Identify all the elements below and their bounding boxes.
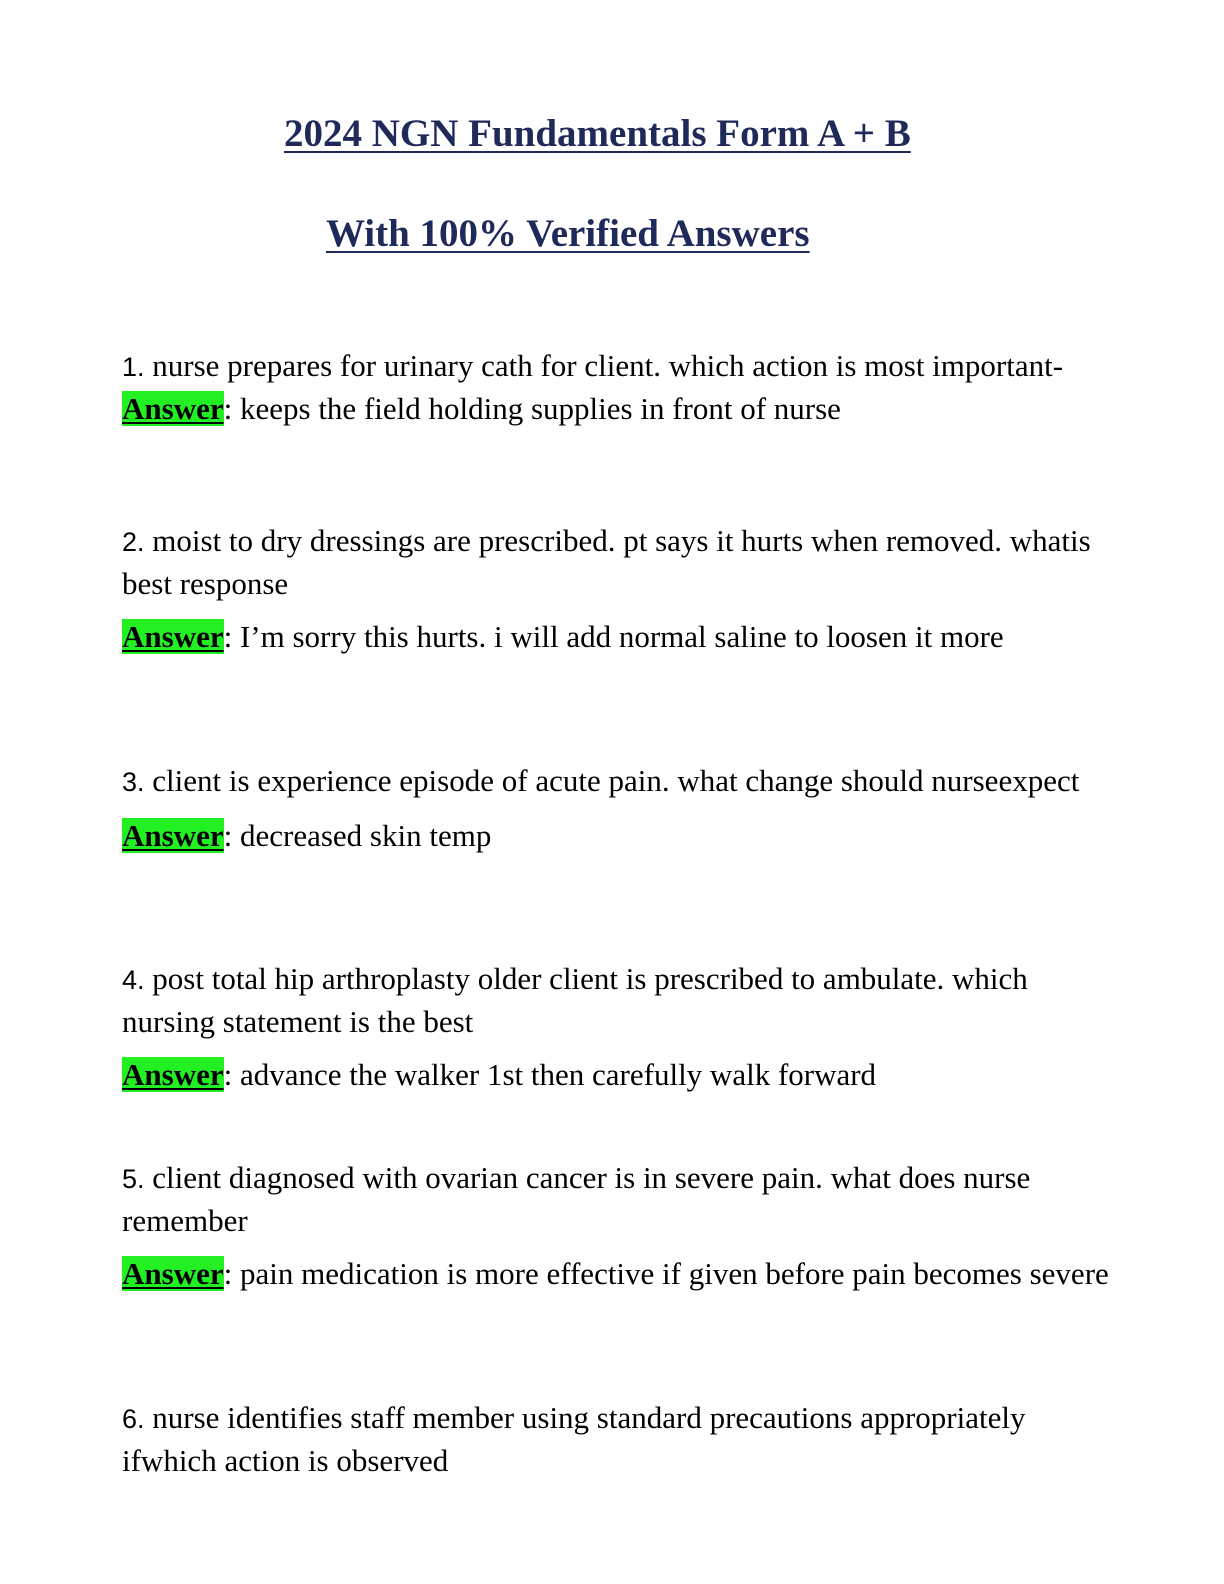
qa-item-5 — [122, 1157, 1122, 1294]
question — [122, 1157, 1122, 1241]
question-number: 5. — [122, 1164, 145, 1194]
question-text: client diagnosed with ovarian cancer is in severe pain. what does nurse remember — [122, 1160, 1031, 1238]
answer-label: Answer — [122, 391, 224, 426]
answer-text: keeps the field holding supplies in front of nurse — [239, 391, 841, 426]
answer-separator: : — [223, 1256, 233, 1291]
question-number: 4. — [122, 965, 145, 995]
question-text: client is experience episode of acute pain. what change should nurseexpect — [152, 763, 1080, 798]
question-text: nurse identifies staff member using standard precautions appropriately ifwhich action is observed — [122, 1400, 1026, 1478]
answer — [122, 1054, 1122, 1095]
answer — [122, 815, 1122, 856]
answer-text: I’m sorry this hurts. i will add normal saline to loosen it more — [239, 619, 1004, 654]
question-text: post total hip arthroplasty older client is prescribed to ambulate. which nursing statement is the best — [122, 961, 1028, 1039]
answer-label: Answer — [122, 1057, 224, 1092]
document-title: 2024 NGN Fundamentals Form A + B — [284, 112, 911, 155]
qa-item-1 — [122, 345, 1122, 429]
answer-label: Answer — [122, 818, 224, 853]
answer — [122, 1253, 1122, 1294]
question — [122, 760, 1122, 803]
document-subtitle: With 100% Verified Answers — [326, 212, 810, 255]
question-text: nurse prepares for urinary cath for client. which action is most important- — [152, 348, 1064, 383]
question-number: 6. — [122, 1404, 145, 1434]
qa-item-2 — [122, 520, 1122, 657]
answer-text: pain medication is more effective if given before pain becomes severe — [239, 1256, 1109, 1291]
qa-item-3 — [122, 760, 1122, 856]
question-text: moist to dry dressings are prescribed. pt says it hurts when removed. whatis best response — [122, 523, 1091, 601]
qa-item-4 — [122, 958, 1122, 1095]
answer-separator: : — [223, 619, 233, 654]
question — [122, 345, 1122, 388]
answer-separator: : — [223, 1057, 233, 1092]
question-number: 3. — [122, 767, 145, 797]
question — [122, 520, 1122, 604]
question — [122, 1397, 1122, 1481]
answer — [122, 388, 1122, 429]
answer-label: Answer — [122, 619, 224, 654]
answer-text: decreased skin temp — [239, 818, 492, 853]
answer-separator: : — [223, 818, 233, 853]
answer-separator: : — [223, 391, 233, 426]
question-number: 1. — [122, 352, 145, 382]
answer — [122, 616, 1122, 657]
answer-text: advance the walker 1st then carefully walk forward — [239, 1057, 877, 1092]
question-number: 2. — [122, 527, 145, 557]
question — [122, 958, 1122, 1042]
answer-label: Answer — [122, 1256, 224, 1291]
qa-item-6 — [122, 1397, 1122, 1481]
